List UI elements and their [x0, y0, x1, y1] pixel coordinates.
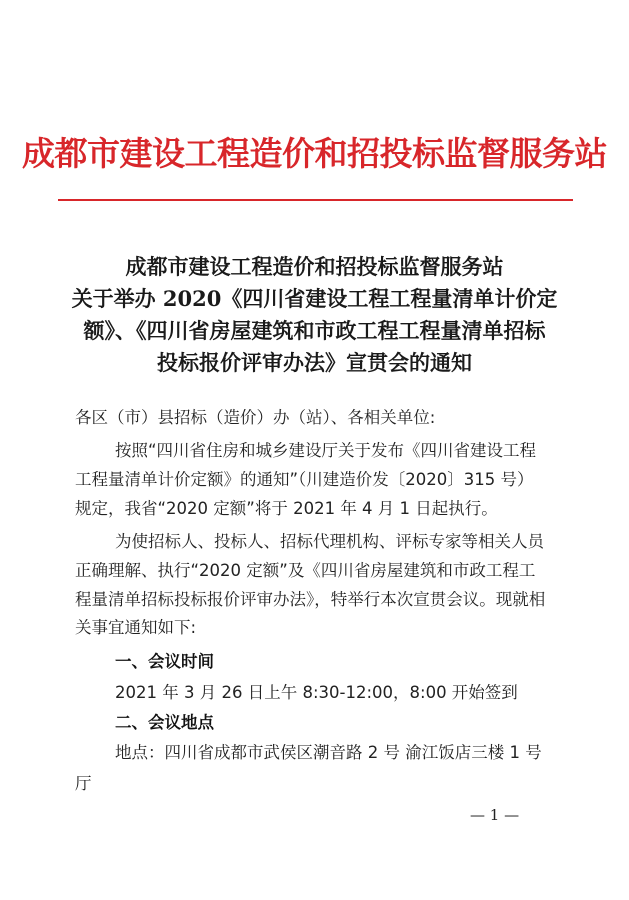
document-title-line: 关于举办 2020《四川省建设工程工程量清单计价定 — [71, 286, 558, 311]
document-title-line: 投标报价评审办法》宣贯会的通知 — [157, 350, 472, 375]
section-heading-location: 二、会议地点 — [115, 713, 214, 732]
paragraph-line: 为使招标人、投标人、招标代理机构、评标专家等相关人员 — [115, 532, 544, 551]
paragraph-line: 关事宜通知如下: — [75, 618, 197, 637]
paragraph-line: 按照“四川省住房和城乡建设厅关于发布《四川省建设工程 — [115, 441, 537, 460]
meeting-location: 地点：四川省成都市武侯区潮音路 2 号 渝江饭店三楼 1 号 — [115, 743, 542, 762]
letterhead-divider — [58, 199, 573, 201]
meeting-location-continued: 厅 — [75, 774, 92, 793]
document-title-line: 成都市建设工程造价和招投标监督服务站 — [125, 254, 504, 279]
section-heading-time: 一、会议时间 — [115, 652, 214, 671]
salutation: 各区（市）县招标（造价）办（站）、各相关单位: — [75, 408, 436, 427]
page-number: — 1 — — [470, 806, 520, 824]
paragraph-line: 正确理解、执行“2020 定额”及《四川省房屋建筑和市政工程工 — [75, 561, 536, 580]
document-title-line: 额》、《四川省房屋建筑和市政工程工程量清单招标 — [83, 318, 546, 343]
paragraph-line: 规定，我省“2020 定额”将于 2021 年 4 月 1 日起执行。 — [75, 499, 498, 518]
letterhead-title: 成都市建设工程造价和招投标监督服务站 — [22, 134, 607, 173]
paragraph-line: 程量清单招标投标报价评审办法》，特举行本次宣贯会议。现就相 — [75, 590, 546, 609]
paragraph-line: 工程量清单计价定额》的通知”（川建造价发〔2020〕315 号） — [75, 470, 534, 489]
meeting-time: 2021 年 3 月 26 日上午 8:30-12:00，8:00 开始签到 — [115, 683, 518, 702]
